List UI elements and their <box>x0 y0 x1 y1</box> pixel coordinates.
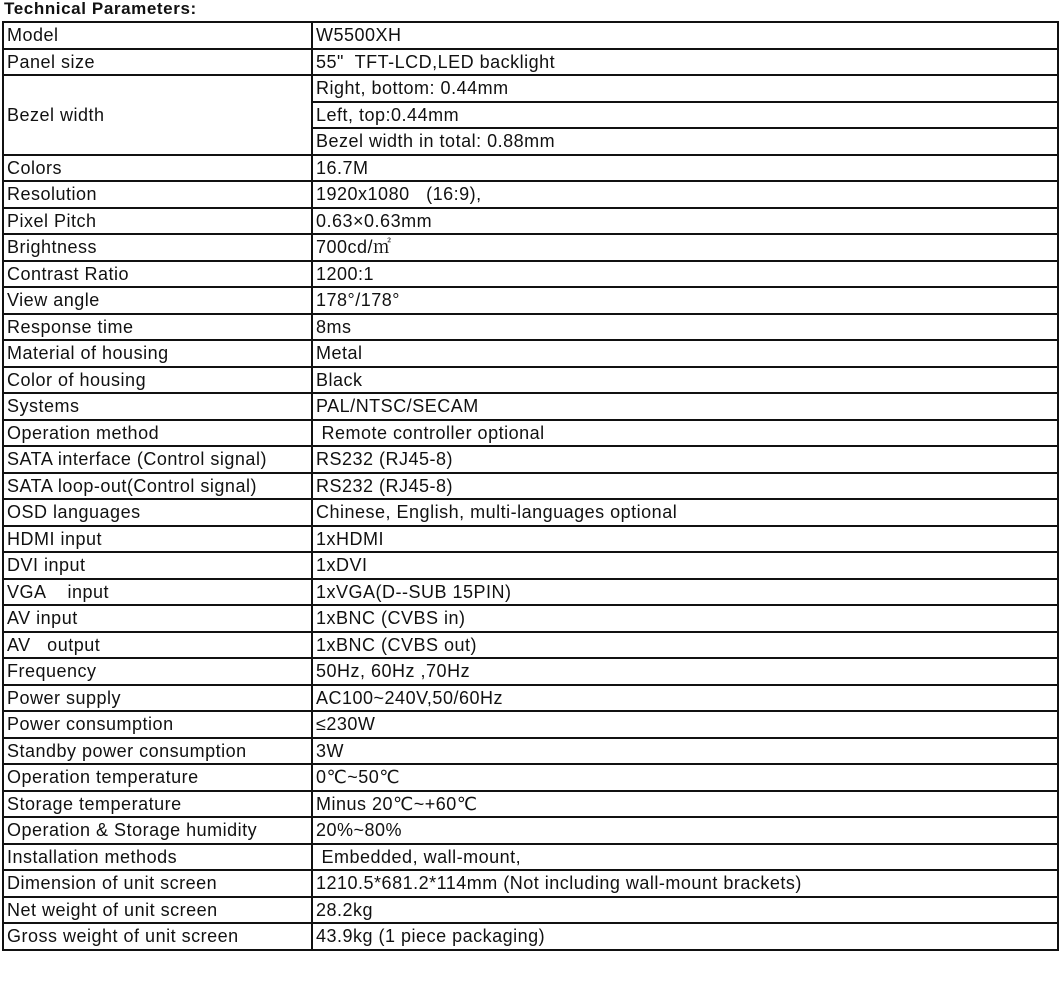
parameter-value: AC100~240V,50/60Hz <box>312 685 1058 712</box>
parameter-value: Bezel width in total: 0.88mm <box>312 128 1058 155</box>
table-row <box>3 552 1058 579</box>
parameter-value: 1xBNC (CVBS in) <box>312 605 1058 632</box>
parameter-label: Colors <box>3 155 312 182</box>
table-row <box>3 711 1058 738</box>
parameter-label: Brightness <box>3 234 312 261</box>
parameter-label: Systems <box>3 393 312 420</box>
parameter-label: Resolution <box>3 181 312 208</box>
parameter-label: Operation temperature <box>3 764 312 791</box>
table-row <box>3 499 1058 526</box>
table-row <box>3 49 1058 76</box>
parameter-label: SATA interface (Control signal) <box>3 446 312 473</box>
parameters-table <box>2 21 1059 951</box>
parameter-label: DVI input <box>3 552 312 579</box>
table-row <box>3 605 1058 632</box>
parameter-value: 0℃~50℃ <box>312 764 1058 791</box>
table-row <box>3 817 1058 844</box>
table-row <box>3 870 1058 897</box>
parameter-value: 1xBNC (CVBS out) <box>312 632 1058 659</box>
parameter-label: Standby power consumption <box>3 738 312 765</box>
parameter-label: AV output <box>3 632 312 659</box>
page-title: Technical Parameters: <box>4 0 197 18</box>
table-row <box>3 923 1058 950</box>
parameter-value: 50Hz, 60Hz ,70Hz <box>312 658 1058 685</box>
table-row <box>3 181 1058 208</box>
parameter-label: Panel size <box>3 49 312 76</box>
table-row <box>3 75 1058 102</box>
parameters-table-body <box>3 22 1058 950</box>
table-row <box>3 473 1058 500</box>
table-row <box>3 632 1058 659</box>
table-row <box>3 526 1058 553</box>
parameter-label: VGA input <box>3 579 312 606</box>
parameter-value: W5500XH <box>312 22 1058 49</box>
table-row <box>3 261 1058 288</box>
parameter-label: Material of housing <box>3 340 312 367</box>
parameter-label: Operation & Storage humidity <box>3 817 312 844</box>
table-row <box>3 367 1058 394</box>
parameter-value: 178°/178° <box>312 287 1058 314</box>
parameter-value: Left, top:0.44mm <box>312 102 1058 129</box>
parameter-value: 1200:1 <box>312 261 1058 288</box>
parameter-label: Storage temperature <box>3 791 312 818</box>
parameter-value: 1210.5*681.2*114mm (Not including wall-mount brackets) <box>312 870 1058 897</box>
table-row <box>3 208 1058 235</box>
parameter-value: 3W <box>312 738 1058 765</box>
table-row <box>3 791 1058 818</box>
parameter-value: Minus 20℃~+60℃ <box>312 791 1058 818</box>
parameter-value: 43.9kg (1 piece packaging) <box>312 923 1058 950</box>
table-row <box>3 314 1058 341</box>
table-row <box>3 579 1058 606</box>
parameter-label: Installation methods <box>3 844 312 871</box>
table-row <box>3 658 1058 685</box>
table-row <box>3 420 1058 447</box>
parameter-value: 1xVGA(D--SUB 15PIN) <box>312 579 1058 606</box>
parameter-label: Contrast Ratio <box>3 261 312 288</box>
table-row <box>3 234 1058 261</box>
parameter-label: Color of housing <box>3 367 312 394</box>
parameter-value: Embedded, wall-mount, <box>312 844 1058 871</box>
parameter-value: 16.7M <box>312 155 1058 182</box>
parameter-value: 700cd/㎡ <box>312 234 1058 261</box>
table-row <box>3 738 1058 765</box>
parameter-value: 55" TFT-LCD,LED backlight <box>312 49 1058 76</box>
parameter-label: Bezel width <box>3 75 312 155</box>
parameter-value: 1xHDMI <box>312 526 1058 553</box>
table-row <box>3 340 1058 367</box>
parameter-value: 1920x1080 (16:9), <box>312 181 1058 208</box>
parameter-label: Power supply <box>3 685 312 712</box>
parameter-label: Frequency <box>3 658 312 685</box>
parameter-label: Pixel Pitch <box>3 208 312 235</box>
table-row <box>3 446 1058 473</box>
parameter-label: AV input <box>3 605 312 632</box>
parameter-value: Chinese, English, multi-languages optional <box>312 499 1058 526</box>
parameter-label: Response time <box>3 314 312 341</box>
parameter-value: 1xDVI <box>312 552 1058 579</box>
parameter-value: 20%~80% <box>312 817 1058 844</box>
parameter-value: RS232 (RJ45-8) <box>312 473 1058 500</box>
table-row <box>3 287 1058 314</box>
table-row <box>3 393 1058 420</box>
parameter-value: 28.2kg <box>312 897 1058 924</box>
parameter-label: Power consumption <box>3 711 312 738</box>
table-row <box>3 764 1058 791</box>
table-row <box>3 22 1058 49</box>
parameter-value: RS232 (RJ45-8) <box>312 446 1058 473</box>
parameter-label: Net weight of unit screen <box>3 897 312 924</box>
parameter-label: Model <box>3 22 312 49</box>
parameter-value: Metal <box>312 340 1058 367</box>
parameter-label: HDMI input <box>3 526 312 553</box>
parameter-value: Right, bottom: 0.44mm <box>312 75 1058 102</box>
parameter-value: Black <box>312 367 1058 394</box>
table-row <box>3 897 1058 924</box>
parameter-label: Gross weight of unit screen <box>3 923 312 950</box>
parameter-value: PAL/NTSC/SECAM <box>312 393 1058 420</box>
table-row <box>3 155 1058 182</box>
parameter-value: ≤230W <box>312 711 1058 738</box>
table-row <box>3 844 1058 871</box>
parameter-value: Remote controller optional <box>312 420 1058 447</box>
parameter-label: OSD languages <box>3 499 312 526</box>
parameter-value: 8ms <box>312 314 1058 341</box>
parameter-label: Operation method <box>3 420 312 447</box>
table-row <box>3 685 1058 712</box>
parameter-label: View angle <box>3 287 312 314</box>
parameter-label: Dimension of unit screen <box>3 870 312 897</box>
parameter-label: SATA loop-out(Control signal) <box>3 473 312 500</box>
parameter-value: 0.63×0.63mm <box>312 208 1058 235</box>
